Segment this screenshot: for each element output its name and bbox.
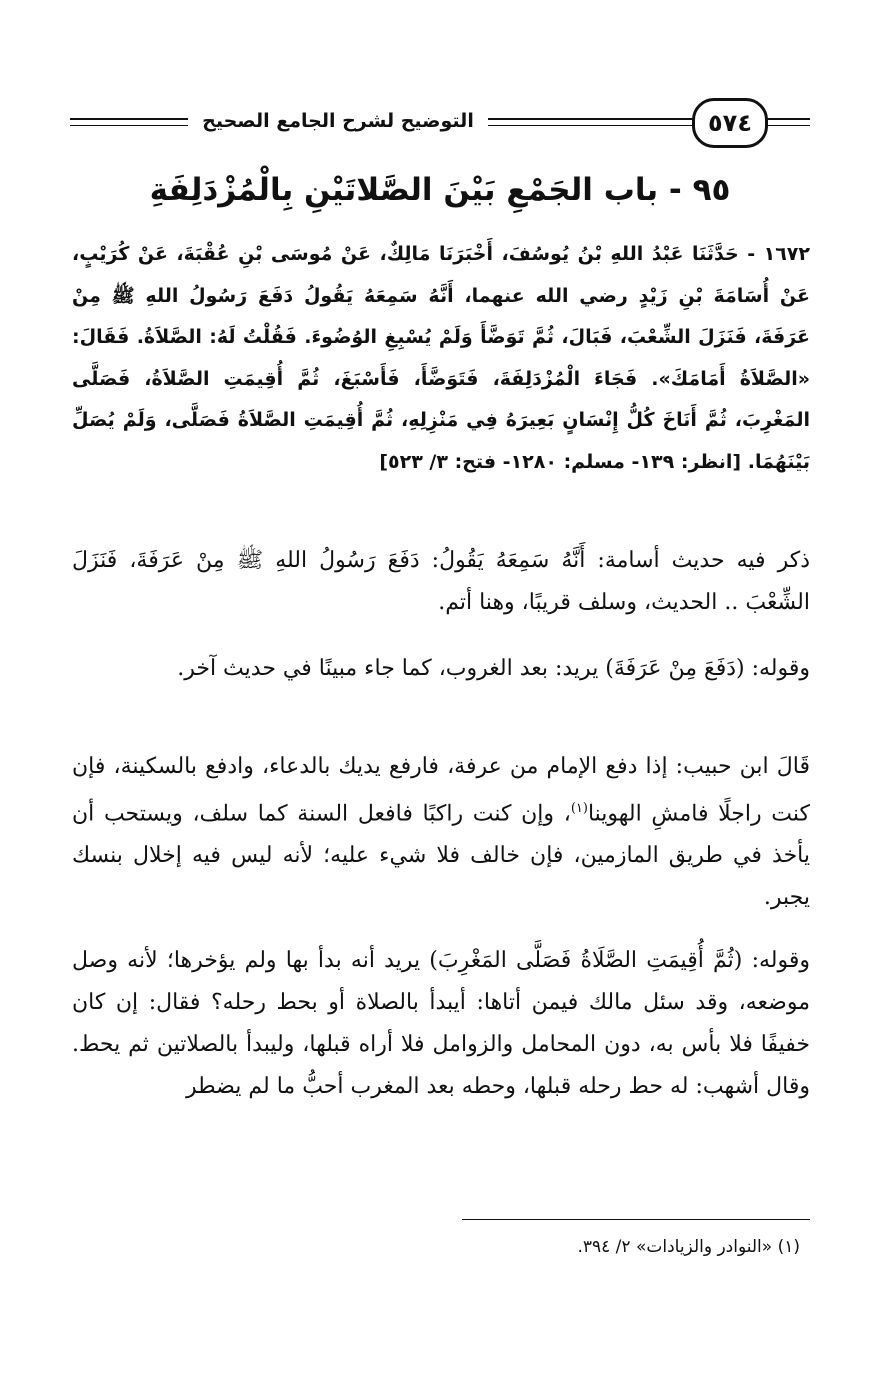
paragraph-3-text-a: قَالَ ابن حبيب: إذا دفع الإمام من عرفة، فارفع يديك بالدعاء، وادفع بالسكينة، فإن كنت راجلًا فامشِ الهوينا bbox=[72, 754, 810, 827]
page-header bbox=[70, 98, 810, 148]
footnote-separator bbox=[462, 1219, 810, 1220]
commentary-paragraph-1: ذكر فيه حديث أسامة: أَنَّهُ سَمِعَهُ يَقُولُ: دَفَعَ رَسُولُ اللهِ ﷺ مِنْ عَرَفَةَ، فَنَزَلَ الشِّعْبَ .. الحديث، وسلف قريبًا، وهنا أتم. bbox=[72, 548, 811, 615]
page-number: ٥٧٤ bbox=[692, 98, 768, 148]
footnote: (١) «النوادر والزيادات» ٢/ ٣٩٤. bbox=[577, 1237, 800, 1257]
commentary-paragraph-2: وقوله: (دَفَعَ مِنْ عَرَفَةَ) يريد: بعد الغروب، كما جاء مبينًا في حديث آخر. bbox=[177, 656, 810, 681]
commentary-paragraph-4: وقوله: (ثُمَّ أُقِيمَتِ الصَّلَاةُ فَصَلَّى المَغْرِبَ) يريد أنه بدأ بها ولم يؤخرها؛ لأنه وصل موضعه، وقد سئل مالك فيمن أتاها: أيبدأ بالصلاة أو بحط رحله؟ فقال: إن كان خفيفًا فلا بأس به، دون المحامل والزوامل فلا أراه قبلها، وليبدأ بالصلاتين ثم يحط. وقال أشهب: له حط رحله قبلها، وحطه بعد المغرب أحبُّ ما لم يضطر bbox=[72, 948, 810, 1099]
paragraph-3-text-b: ، وإن كنت راكبًا فافعل السنة كما سلف، ويستحب أن يأخذ في طريق المازمين، فإن خالف فلا شيء عليه؛ لأنه ليس فيه إخلال بنسك يجبر. bbox=[72, 801, 810, 911]
commentary-paragraph-3 bbox=[72, 746, 810, 919]
running-title: التوضيح لشرح الجامع الصحيح bbox=[188, 108, 488, 134]
chapter-title: ٩٥ - باب الجَمْعِ بَيْنَ الصَّلاتَيْنِ بِالْمُزْدَلِفَةِ bbox=[149, 172, 731, 208]
footnote-reference: (١) bbox=[570, 801, 588, 816]
hadith-text: ١٦٧٢ - حَدَّثَنَا عَبْدُ اللهِ بْنُ يُوسُفَ، أَخْبَرَنَا مَالِكٌ، عَنْ مُوسَى بْنِ عُقْبَةَ، عَنْ كُرَيْبٍ، عَنْ أُسَامَةَ بْنِ زَيْدٍ رضي الله عنهما، أَنَّهُ سَمِعَهُ يَقُولُ دَفَعَ رَسُولُ اللهِ ﷺ مِنْ عَرَفَةَ، فَنَزَلَ الشِّعْبَ، فَبَالَ، ثُمَّ تَوَضَّأَ وَلَمْ يُسْبِغِ الوُضُوءَ. فَقُلْتُ لَهُ: الصَّلاَةُ. فَقَالَ: «الصَّلاَةُ أَمَامَكَ». فَجَاءَ الْمُزْدَلِفَةَ، فَتَوَضَّأَ، فَأَسْبَغَ، ثُمَّ أُقِيمَتِ الصَّلاَةُ، فَصَلَّى المَغْرِبَ، ثُمَّ أَنَاخَ كُلُّ إِنْسَانٍ بَعِيرَهُ فِي مَنْزِلِهِ، ثُمَّ أُقِيمَتِ الصَّلاَةُ فَصَلَّى، وَلَمْ يُصَلِّ بَيْنَهُمَا. [انظر: ١٣٩- مسلم: ١٢٨٠- فتح: ٣/ ٥٢٣] bbox=[72, 243, 810, 473]
